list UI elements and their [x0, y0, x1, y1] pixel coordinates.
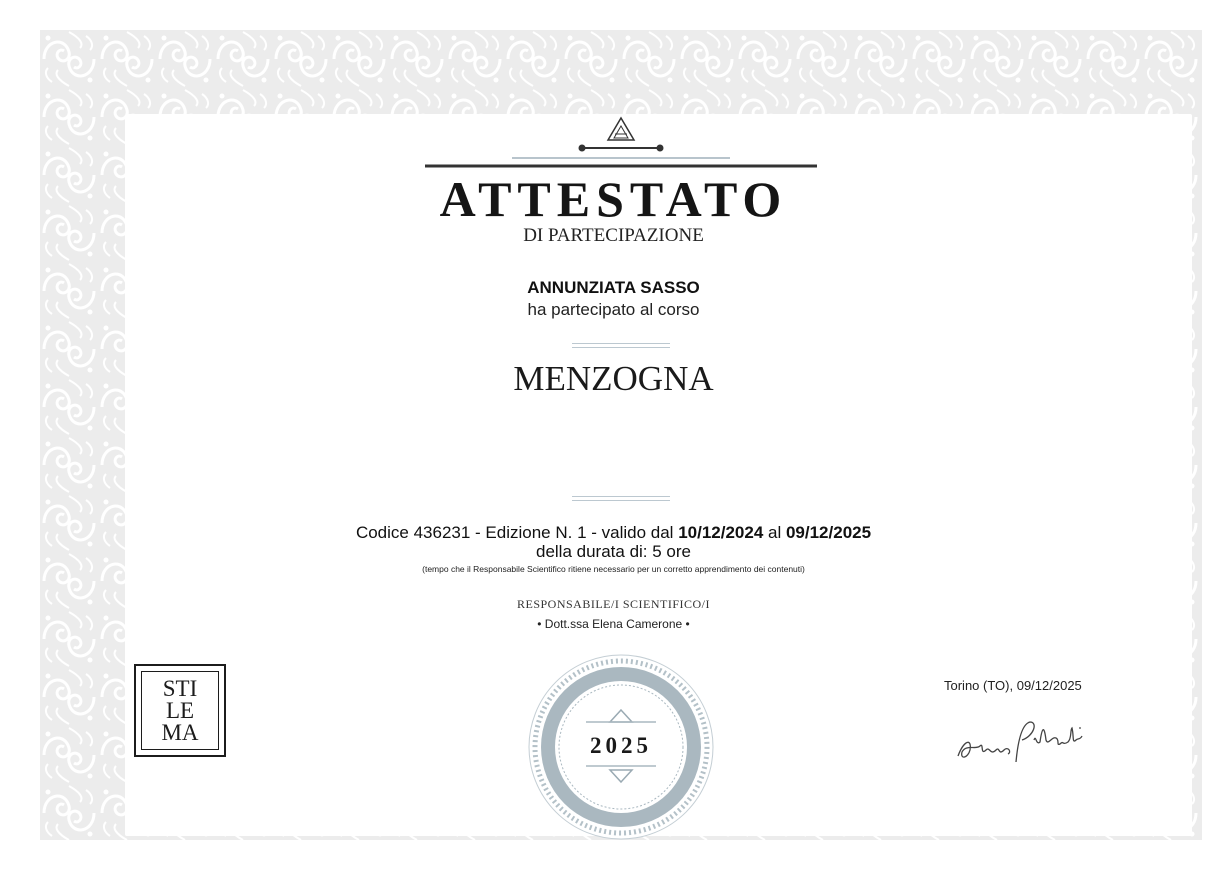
duration-note: (tempo che il Responsabile Scientifico ritiene necessario per un corretto apprendimento dei contenuti) [422, 564, 805, 574]
logo-line-2: LE [165, 698, 195, 723]
divider-bottom [572, 496, 670, 501]
logo-line-1: STI [162, 676, 198, 701]
valid-to-date: 09/12/2025 [785, 523, 872, 542]
date-connector: al [763, 523, 786, 542]
stilema-logo [134, 664, 226, 757]
responsible-name: • Dott.ssa Elena Camerone • [537, 617, 690, 631]
participant-name: ANNUNZIATA SASSO [527, 278, 700, 297]
course-code-edition: Codice 436231 - Edizione N. 1 - valido dal [355, 523, 679, 542]
place-and-date: Torino (TO), 09/12/2025 [944, 678, 1082, 693]
certificate-subtitle: DI PARTECIPAZIONE [523, 225, 704, 246]
certificate-title: ATTESTATO [439, 171, 788, 227]
handwritten-signature [950, 700, 1090, 770]
attended-text: ha partecipato al corso [527, 300, 700, 319]
divider-top [572, 343, 670, 348]
seal-year: 2025 [590, 733, 652, 758]
course-duration: della durata di: 5 ore [536, 542, 691, 561]
course-title: MENZOGNA [513, 359, 714, 398]
valid-from-date: 10/12/2024 [678, 523, 764, 542]
course-info-line [0, 522, 1227, 544]
responsible-heading: RESPONSABILE/I SCIENTIFICO/I [516, 597, 710, 611]
title-ornament-icon [424, 112, 818, 170]
logo-line-3: MA [161, 720, 199, 745]
